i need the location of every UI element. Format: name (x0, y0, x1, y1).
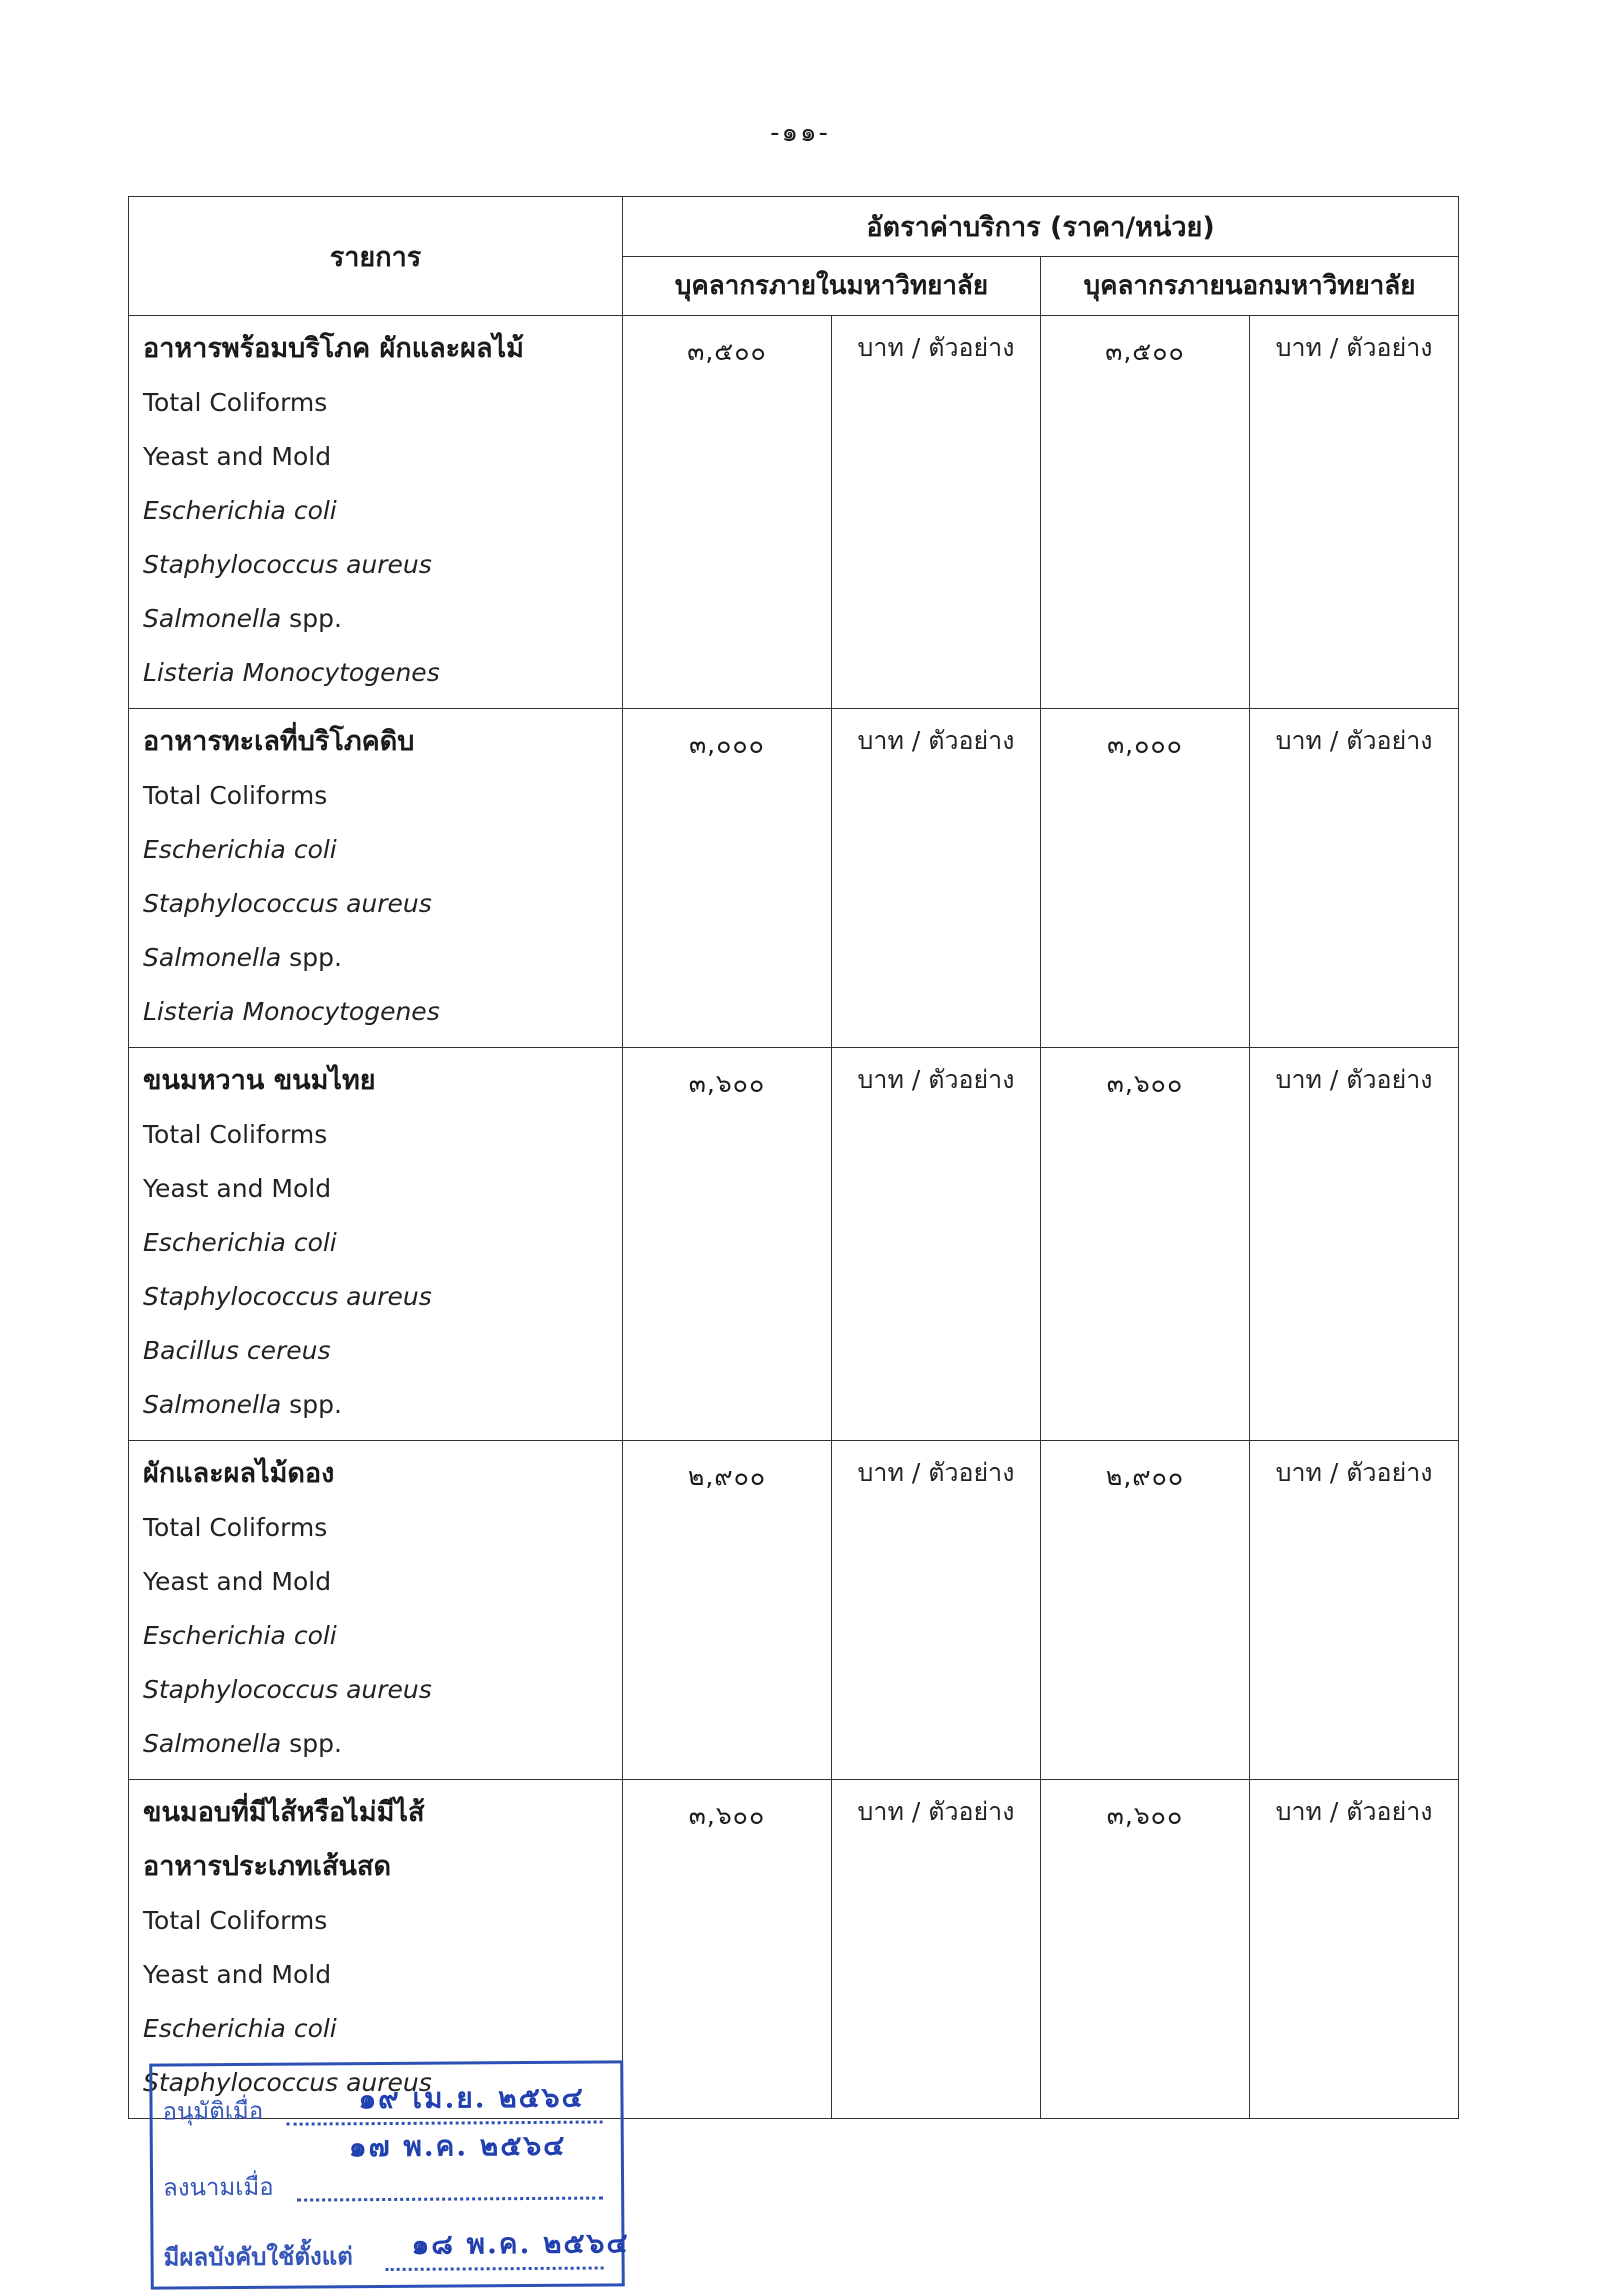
test-item (143, 1948, 608, 2002)
table-row (129, 316, 1459, 709)
category-title: อาหารทะเลที่บริโภคดิบ (143, 726, 415, 757)
stamp-approved-label: อนุมัติเมื่อ (162, 2096, 264, 2126)
category-cell (129, 1048, 623, 1441)
test-name: Total Coliforms (143, 1906, 328, 1935)
internal-unit: บาท / ตัวอย่าง (832, 1780, 1041, 2119)
category-title-line2: อาหารประเภทเส้นสด (143, 1851, 391, 1882)
test-item (143, 430, 608, 484)
category-title: อาหารพร้อมบริโภค ผักและผลไม้ (143, 333, 524, 364)
header-external: บุคลากรภายนอกมหาวิทยาลัย (1041, 256, 1459, 316)
stamp-effective-row (163, 2215, 630, 2282)
table-row (129, 1048, 1459, 1441)
table-row (129, 1441, 1459, 1780)
test-name: Total Coliforms (143, 781, 328, 810)
test-name: Bacillus cereus (143, 1336, 331, 1365)
test-item (143, 1501, 608, 1555)
internal-price: ๓,๖๐๐ (623, 1780, 832, 2119)
test-item (143, 1609, 608, 1663)
test-item (143, 646, 608, 700)
test-name: Escherichia coli (143, 835, 337, 864)
internal-unit: บาท / ตัวอย่าง (832, 316, 1041, 709)
external-price: ๓,๖๐๐ (1041, 1048, 1250, 1441)
test-name: Staphylococcus aureus (143, 550, 432, 579)
test-suffix: spp. (281, 604, 342, 633)
test-suffix: spp. (281, 943, 342, 972)
table-body (129, 316, 1459, 2119)
test-item (143, 1717, 608, 1771)
test-suffix: spp. (281, 1390, 342, 1419)
internal-unit: บาท / ตัวอย่าง (832, 1048, 1041, 1441)
approval-stamp (149, 2060, 630, 2289)
test-item (143, 985, 608, 1039)
test-item (143, 376, 608, 430)
test-name: Yeast and Mold (143, 442, 332, 471)
test-name: Staphylococcus aureus (143, 1675, 432, 1704)
page-number: -๑๑- (770, 118, 830, 148)
test-item (143, 1378, 608, 1432)
external-price: ๒,๙๐๐ (1041, 1441, 1250, 1780)
internal-price: ๒,๙๐๐ (623, 1441, 832, 1780)
category-cell (129, 709, 623, 1048)
test-item (143, 592, 608, 646)
test-item (143, 1663, 608, 1717)
test-name: Staphylococcus aureus (143, 2068, 432, 2097)
stamp-signed-row (162, 2128, 611, 2212)
test-item (143, 931, 608, 985)
internal-unit: บาท / ตัวอย่าง (832, 709, 1041, 1048)
stamp-dotted-line (297, 2196, 603, 2201)
service-rate-table (128, 196, 1459, 2119)
category-title: ขนมอบที่มีไส้หรือไม่มีไส้ (143, 1797, 425, 1828)
test-name: Escherichia coli (143, 496, 337, 525)
test-name: Total Coliforms (143, 1513, 328, 1542)
stamp-signed-date: ๑๗ พ.ค. ๒๕๖๔ (348, 2128, 567, 2164)
test-name: Salmonella (143, 604, 282, 633)
external-unit: บาท / ตัวอย่าง (1250, 1048, 1459, 1441)
test-name: Salmonella (143, 943, 282, 972)
category-cell (129, 1441, 623, 1780)
test-name: Salmonella (143, 1390, 282, 1419)
test-item (143, 484, 608, 538)
header-item: รายการ (129, 197, 623, 316)
test-name: Yeast and Mold (143, 1567, 332, 1596)
header-internal: บุคลากรภายในมหาวิทยาลัย (623, 256, 1041, 316)
stamp-effective-label: มีผลบังคับใช้ตั้งแต่ (163, 2242, 353, 2272)
category-cell (129, 316, 623, 709)
external-unit: บาท / ตัวอย่าง (1250, 316, 1459, 709)
stamp-dotted-line (386, 2266, 604, 2271)
stamp-effective-date: ๑๘ พ.ค. ๒๕๖๔ (411, 2226, 630, 2261)
test-name: Total Coliforms (143, 1120, 328, 1149)
test-item (143, 823, 608, 877)
external-unit: บาท / ตัวอย่าง (1250, 709, 1459, 1048)
header-rate: อัตราค่าบริการ (ราคา/หน่วย) (623, 197, 1459, 257)
category-title: ขนมหวาน ขนมไทย (143, 1065, 376, 1096)
external-price: ๓,๕๐๐ (1041, 316, 1250, 709)
external-unit: บาท / ตัวอย่าง (1250, 1441, 1459, 1780)
test-item (143, 1108, 608, 1162)
test-name: Yeast and Mold (143, 1960, 332, 1989)
test-item (143, 1894, 608, 1948)
external-price: ๓,๐๐๐ (1041, 709, 1250, 1048)
test-item (143, 769, 608, 823)
external-unit: บาท / ตัวอย่าง (1250, 1780, 1459, 2119)
test-name: Staphylococcus aureus (143, 889, 432, 918)
test-name: Listeria Monocytogenes (143, 658, 440, 687)
test-suffix: spp. (281, 1729, 342, 1758)
test-name: Escherichia coli (143, 2014, 337, 2043)
category-title: ผักและผลไม้ดอง (143, 1458, 335, 1489)
table-row (129, 709, 1459, 1048)
test-name: Yeast and Mold (143, 1174, 332, 1203)
test-item (143, 877, 608, 931)
internal-unit: บาท / ตัวอย่าง (832, 1441, 1041, 1780)
test-name: Escherichia coli (143, 1228, 337, 1257)
internal-price: ๓,๕๐๐ (623, 316, 832, 709)
test-item (143, 538, 608, 592)
test-name: Staphylococcus aureus (143, 1282, 432, 1311)
test-item (143, 1270, 608, 1324)
stamp-signed-label: ลงนามเมื่อ (162, 2172, 274, 2202)
test-item (143, 1162, 608, 1216)
test-name: Total Coliforms (143, 388, 328, 417)
internal-price: ๓,๖๐๐ (623, 1048, 832, 1441)
test-name: Listeria Monocytogenes (143, 997, 440, 1026)
stamp-approved-date: ๑๙ เม.ย. ๒๕๖๔ (358, 2080, 585, 2116)
test-name: Salmonella (143, 1729, 282, 1758)
test-item (143, 1216, 608, 1270)
external-price: ๓,๖๐๐ (1041, 1780, 1250, 2119)
internal-price: ๓,๐๐๐ (623, 709, 832, 1048)
test-item (143, 1324, 608, 1378)
test-name: Escherichia coli (143, 1621, 337, 1650)
test-item (143, 1555, 608, 1609)
test-item (143, 2002, 608, 2056)
